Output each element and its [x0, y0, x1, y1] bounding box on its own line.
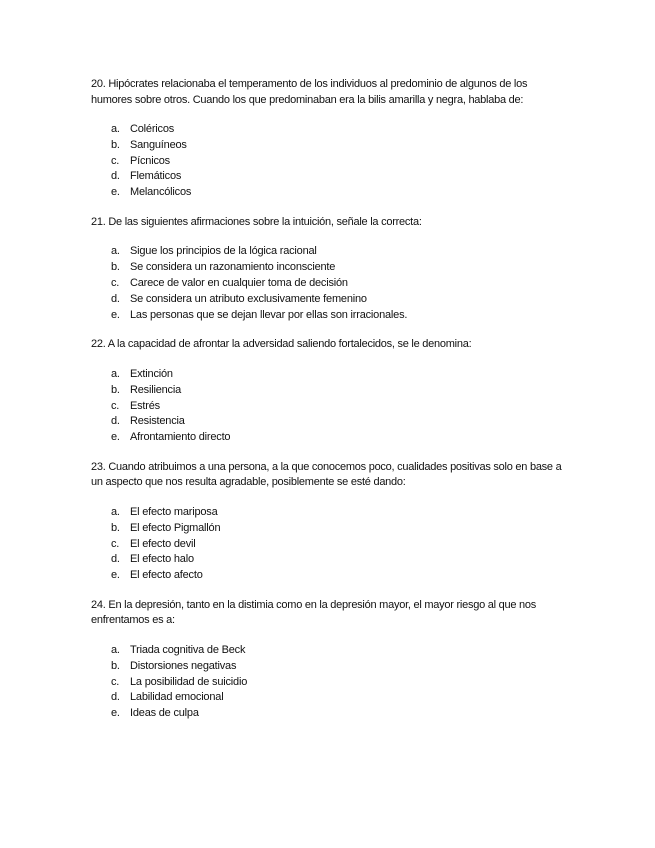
option-a — [111, 244, 571, 260]
option-letter: e. — [111, 186, 120, 199]
option-text: Melancólicos — [130, 186, 192, 199]
option-text: Pícnicos — [130, 154, 170, 167]
option-list — [91, 505, 571, 584]
option-letter: d. — [111, 553, 120, 566]
option-text: El efecto halo — [130, 553, 194, 566]
option-letter: a. — [111, 245, 120, 258]
option-letter: b. — [111, 659, 120, 672]
option-letter: d. — [111, 292, 120, 305]
option-letter: e. — [111, 431, 120, 444]
option-c — [111, 154, 571, 170]
option-text: Carece de valor en cualquier toma de decisión — [130, 277, 348, 290]
option-letter: b. — [111, 521, 120, 534]
question-stem — [91, 215, 571, 231]
option-list — [91, 643, 571, 722]
question-stem — [91, 598, 571, 629]
option-letter: a. — [111, 505, 120, 518]
option-text: Las personas que se dejan llevar por ellas son irracionales. — [130, 308, 408, 321]
question-stem — [91, 77, 571, 108]
document-page — [91, 77, 571, 736]
option-letter: d. — [111, 415, 120, 428]
option-text: Labilidad emocional — [130, 691, 224, 704]
question-24 — [91, 598, 571, 722]
option-letter: d. — [111, 691, 120, 704]
option-letter: d. — [111, 170, 120, 183]
question-text: En la depresión, tanto en la distimia como en la depresión mayor, el mayor riesgo al que nos enfrentamos es a: — [91, 598, 536, 627]
option-text: El efecto afecto — [130, 569, 203, 582]
option-letter: b. — [111, 383, 120, 396]
question-number: 21. — [91, 215, 106, 228]
option-e — [111, 308, 571, 324]
option-d — [111, 690, 571, 706]
option-text: Sigue los principios de la lógica racional — [130, 245, 317, 258]
option-letter: c. — [111, 399, 120, 412]
option-letter: b. — [111, 138, 120, 151]
option-text: Sanguíneos — [130, 138, 187, 151]
option-text: Resistencia — [130, 415, 185, 428]
question-number: 22. — [91, 338, 106, 351]
question-text: Cuando atribuimos a una persona, a la que conocemos poco, cualidades positivas solo en base a un aspecto que nos resulta agradable, posiblemente se esté dando: — [91, 460, 562, 489]
option-list — [91, 367, 571, 446]
question-stem — [91, 337, 571, 353]
option-text: Coléricos — [130, 123, 175, 135]
question-21 — [91, 215, 571, 323]
option-b — [111, 659, 571, 675]
option-text: Flemáticos — [130, 170, 182, 183]
option-e — [111, 568, 571, 584]
question-text: A la capacidad de afrontar la adversidad saliendo fortalecidos, se le denomina: — [107, 338, 472, 351]
option-letter: a. — [111, 367, 120, 380]
option-a — [111, 643, 571, 659]
option-a — [111, 505, 571, 521]
option-text: Estrés — [130, 399, 160, 412]
option-b — [111, 138, 571, 154]
question-20 — [91, 77, 571, 201]
option-d — [111, 414, 571, 430]
option-text: La posibilidad de suicidio — [130, 675, 248, 688]
option-text: El efecto devil — [130, 537, 196, 550]
option-d — [111, 292, 571, 308]
question-number: 23. — [91, 460, 106, 473]
option-c — [111, 675, 571, 691]
option-text: Distorsiones negativas — [130, 659, 237, 672]
option-letter: e. — [111, 308, 120, 321]
option-letter: c. — [111, 154, 120, 167]
option-letter: c. — [111, 277, 120, 290]
option-a — [111, 367, 571, 383]
question-number: 24. — [91, 598, 106, 611]
option-b — [111, 383, 571, 399]
option-text: Ideas de culpa — [130, 707, 199, 720]
option-text: Triada cognitiva de Beck — [130, 643, 246, 656]
option-e — [111, 706, 571, 722]
option-b — [111, 521, 571, 537]
option-a — [111, 122, 571, 138]
question-text: Hipócrates relacionaba el temperamento de los individuos al predominio de algunos de los humores sobre otros. Cuando los que predominaban era la bilis amarilla y negra, hablaba de: — [91, 78, 528, 106]
option-c — [111, 537, 571, 553]
question-number: 20. — [91, 78, 106, 90]
option-letter: a. — [111, 643, 120, 656]
option-letter: a. — [111, 123, 120, 135]
option-text: Extinción — [130, 367, 173, 380]
option-letter: b. — [111, 261, 120, 274]
option-text: El efecto Pigmallón — [130, 521, 221, 534]
option-d — [111, 552, 571, 568]
option-e — [111, 430, 571, 446]
question-22 — [91, 337, 571, 445]
option-text: Resiliencia — [130, 383, 181, 396]
option-c — [111, 399, 571, 415]
option-letter: c. — [111, 675, 120, 688]
option-text: Se considera un razonamiento inconsciente — [130, 261, 336, 274]
option-text: Se considera un atributo exclusivamente femenino — [130, 292, 367, 305]
option-text: Afrontamiento directo — [130, 431, 231, 444]
option-e — [111, 185, 571, 201]
option-letter: e. — [111, 569, 120, 582]
question-23 — [91, 460, 571, 584]
option-b — [111, 260, 571, 276]
question-stem — [91, 460, 571, 491]
option-c — [111, 276, 571, 292]
option-letter: e. — [111, 707, 120, 720]
option-letter: c. — [111, 537, 120, 550]
option-d — [111, 169, 571, 185]
option-list — [91, 244, 571, 323]
option-list — [91, 122, 571, 201]
option-text: El efecto mariposa — [130, 505, 218, 518]
question-text: De las siguientes afirmaciones sobre la intuición, señale la correcta: — [108, 215, 422, 228]
